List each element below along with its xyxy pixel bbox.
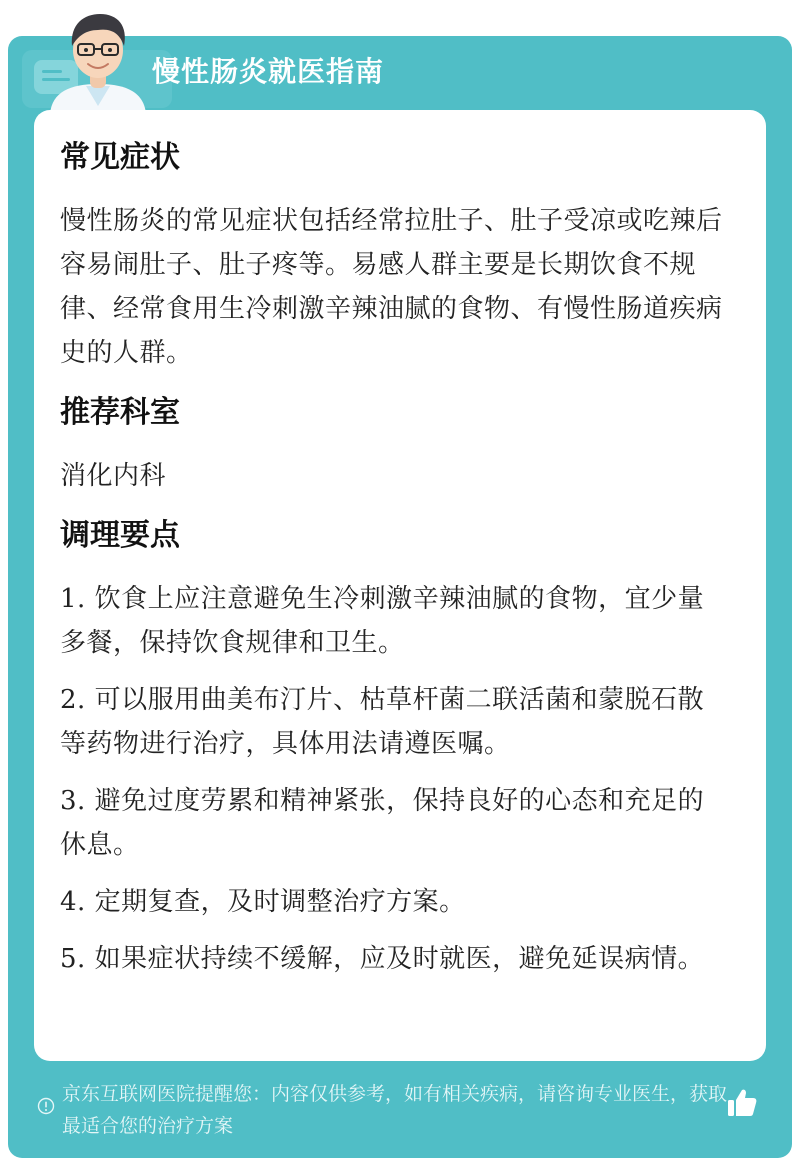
care-item-number: 1.	[60, 584, 86, 614]
symptoms-heading: 常见症状	[60, 140, 180, 175]
department-text: 消化内科	[60, 461, 167, 491]
care-item-1	[60, 577, 730, 665]
care-item-4	[60, 880, 730, 924]
info-circle-icon	[37, 1097, 55, 1115]
care-item-text: 避免过度劳累和精神紧张，保持良好的心态和充足的休息。	[60, 786, 705, 860]
department-heading: 推荐科室	[60, 395, 180, 430]
page-title: 慢性肠炎就医指南	[152, 55, 385, 88]
footer-disclaimer: 京东互联网医院提醒您：内容仅供参考，如有相关疾病，请咨询专业医生，获取最适合您的治疗方案	[62, 1083, 728, 1137]
symptoms-text: 慢性肠炎的常见症状包括经常拉肚子、肚子受凉或吃辣后容易闹肚子、肚子疼等。易感人群主要是长期饮食不规律、经常食用生冷刺激辛辣油腻的食物、有慢性肠道疾病史的人群。	[60, 206, 723, 368]
care-item-number: 5.	[60, 944, 86, 974]
care-item-text: 可以服用曲美布汀片、枯草杆菌二联活菌和蒙脱石散等药物进行治疗，具体用法请遵医嘱。	[60, 685, 705, 759]
care-item-text: 如果症状持续不缓解，应及时就医，避免延误病情。	[94, 944, 705, 974]
care-item-3	[60, 779, 730, 867]
care-item-2	[60, 678, 730, 766]
care-item-5	[60, 937, 730, 981]
care-item-text: 饮食上应注意避免生冷刺激辛辣油腻的食物，宜少量多餐，保持饮食规律和卫生。	[60, 584, 705, 658]
care-item-number: 2.	[60, 685, 86, 715]
care-heading: 调理要点	[60, 518, 180, 553]
thumbs-up-icon[interactable]	[725, 1086, 759, 1120]
care-item-text: 定期复查，及时调整治疗方案。	[94, 887, 466, 917]
doctor-avatar	[42, 6, 154, 114]
care-item-number: 3.	[60, 786, 86, 816]
care-item-number: 4.	[60, 887, 86, 917]
